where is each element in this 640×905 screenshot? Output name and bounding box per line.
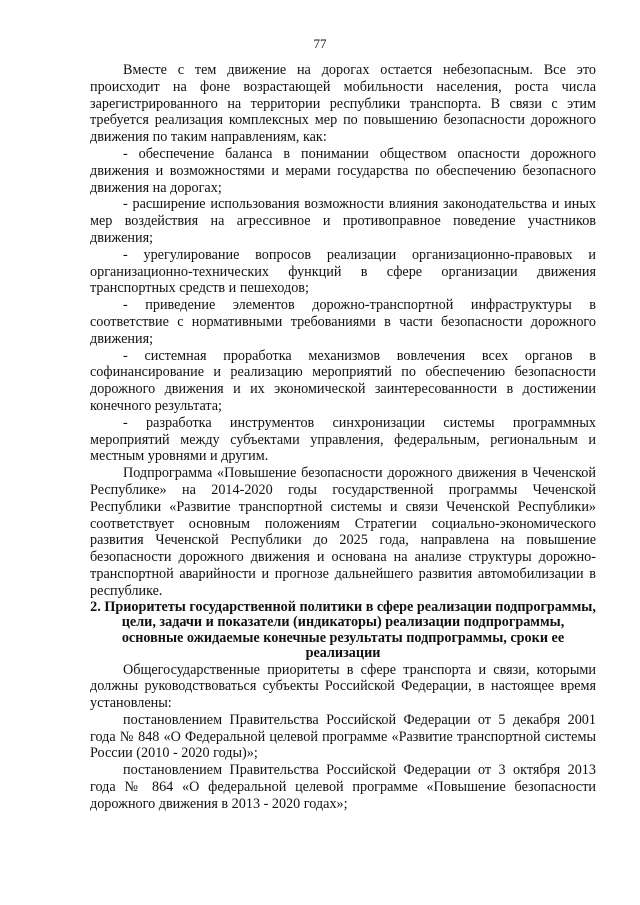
resolution-paragraph: постановлением Правительства Российской Федерации от 5 декабря 2001 года № 848 «О Федеральной целевой программе «Развитие транспортной системы России (2010 - 2020 годы)»; xyxy=(90,711,596,762)
page-number: 77 xyxy=(313,36,327,51)
list-item: - приведение элементов дорожно-транспортной инфраструктуры в соответствие с нормативными требованиями в части безопасности дорожного движения; xyxy=(90,297,596,347)
page-content xyxy=(90,62,596,813)
list-item: - разработка инструментов синхронизации системы программных мероприятий между субъектами управления, федеральным, региональным и местным уровнями и другим. xyxy=(90,414,596,465)
list-item: - урегулирование вопросов реализации организационно-правовых и организационно-технических функций в сфере организации движения транспортных средств и пешеходов; xyxy=(90,246,596,297)
list-item: - обеспечение баланса в понимании обществом опасности дорожного движения и возможностями и мерами государства по обеспечению безопасного движения на дорогах; xyxy=(90,145,596,196)
list-item: - расширение использования возможности влияния законодательства и иных мер воздействия на агрессивное и противоправное поведение участников движения; xyxy=(90,196,596,246)
section-heading: 2. Приоритеты государственной политики в сфере реализации подпрограммы, цели, задачи и показатели (индикаторы) реализации подпрограммы, основные ожидаемые конечные результаты подпрограммы, сроки ее реализации xyxy=(90,598,596,661)
intro-paragraph: Вместе с тем движение на дорогах остается небезопасным. Все это происходит на фоне возрастающей мобильности населения, роста числа зарегистрированного на территории республики транспорта. В связи с этим требуется реализация комплексных мер по повышению безопасности дорожного движения по таким направлениям, как: xyxy=(90,62,596,146)
subprogram-paragraph: Подпрограмма «Повышение безопасности дорожного движения в Чеченской Республике» на 2014-2020 годы государственной программы Чеченской Республики «Развитие транспортной системы и связи Чеченской Республики» соответствует основным положениям Стратегии социально-экономического развития Чеченской Республики до 2025 года, направлена на повышение безопасности дорожного движения и основана на анализе структуры дорожно-транспортной аварийности и прогнозе дальнейшего развития автомобилизации в республике. xyxy=(90,465,596,599)
resolution-paragraph: постановлением Правительства Российской Федерации от 3 октября 2013 года № 864 «О федеральной целевой программе «Повышение безопасности дорожного движения в 2013 - 2020 годах»; xyxy=(90,762,596,812)
list-item: - системная проработка механизмов вовлечения всех органов в софинансирование и реализацию мероприятий по обеспечению безопасности дорожного движения и их экономической заинтересованности в достижении конечного результата; xyxy=(90,347,596,414)
priorities-paragraph: Общегосударственные приоритеты в сфере транспорта и связи, которыми должны руководствоваться субъекты Российской Федерации, в настоящее время установлены: xyxy=(90,661,596,712)
